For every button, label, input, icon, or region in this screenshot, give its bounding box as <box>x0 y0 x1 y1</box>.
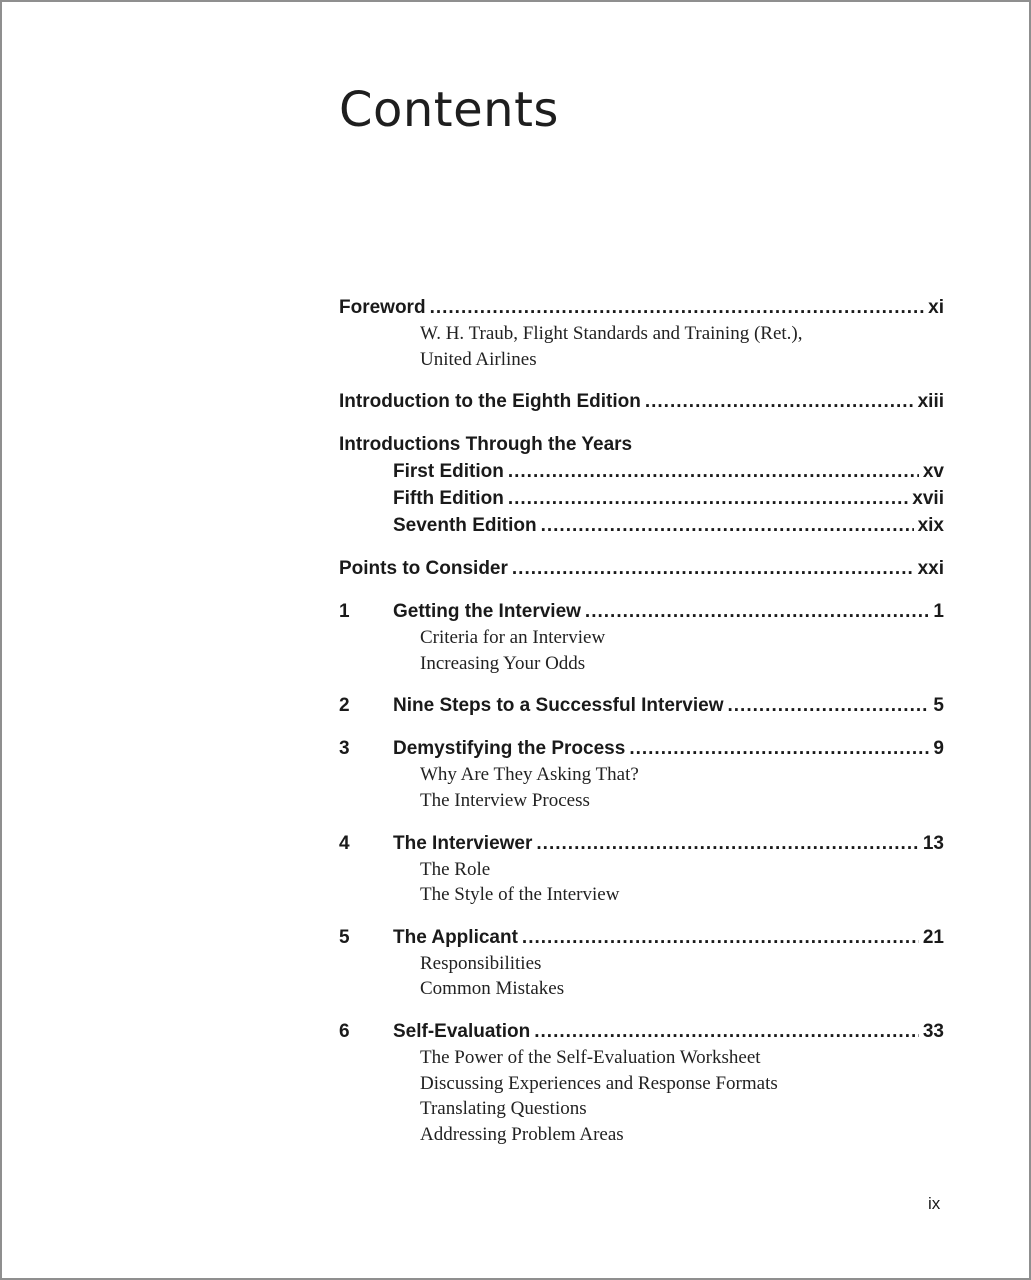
chapter-number: 4 <box>339 832 350 854</box>
toc-chapter-2 <box>339 692 944 719</box>
toc-chapter-5 <box>339 924 944 1002</box>
toc-topic: Common Mistakes <box>420 978 565 1000</box>
chapter-number: 2 <box>339 695 350 717</box>
toc-page-number: 1 <box>933 601 944 623</box>
toc-chapter-1 <box>339 598 944 676</box>
dot-leader <box>728 692 930 719</box>
toc-page-number: xi <box>928 297 944 318</box>
dot-leader <box>508 485 908 512</box>
toc-topic: United Airlines <box>420 348 537 370</box>
page-title: Contents <box>339 82 559 138</box>
toc-entry-label[interactable]: Seventh Edition <box>393 515 537 537</box>
chapter-title[interactable]: Self-Evaluation <box>393 1020 531 1042</box>
toc-chapter-6 <box>339 1018 944 1147</box>
toc-page-number: 5 <box>933 695 944 717</box>
chapter-number: 3 <box>339 738 350 760</box>
toc-page-number: xxi <box>917 558 944 580</box>
chapter-title[interactable]: Nine Steps to a Successful Interview <box>393 695 724 717</box>
toc-entry-introduction <box>339 388 944 415</box>
chapter-title[interactable]: The Applicant <box>393 926 518 948</box>
dot-leader <box>430 294 925 321</box>
chapter-title[interactable]: Getting the Interview <box>393 601 581 623</box>
chapter-number: 1 <box>339 601 350 623</box>
toc-entry-label[interactable]: Introductions Through the Years <box>339 434 633 456</box>
toc-chapter-4 <box>339 830 944 908</box>
page-number: ix <box>928 1194 941 1213</box>
toc-entry-introductions-years <box>339 431 944 539</box>
dot-leader <box>512 555 914 582</box>
toc-entry-label[interactable]: Points to Consider <box>339 558 508 580</box>
toc-topic: The Role <box>420 858 491 880</box>
toc-entry-label[interactable]: Introduction to the Eighth Edition <box>339 391 641 413</box>
toc-subentry <box>339 512 944 539</box>
dot-leader <box>534 1018 919 1045</box>
toc-topic: The Interview Process <box>420 789 590 811</box>
dot-leader <box>536 830 918 857</box>
toc-page-number: xvii <box>912 488 944 510</box>
chapter-title[interactable]: The Interviewer <box>393 832 533 854</box>
toc-entry-label[interactable]: Foreword <box>339 297 426 318</box>
toc-subentry <box>339 485 944 512</box>
toc-entry-points <box>339 555 944 582</box>
dot-leader <box>629 735 929 762</box>
dot-leader <box>508 458 919 485</box>
toc-topic: Criteria for an Interview <box>420 627 606 649</box>
chapter-number: 5 <box>339 926 350 948</box>
toc-topic: W. H. Traub, Flight Standards and Training (Ret.), <box>420 323 803 344</box>
chapter-number: 6 <box>339 1020 350 1042</box>
toc-page-number: 9 <box>933 738 944 760</box>
toc-topic: Addressing Problem Areas <box>420 1123 624 1145</box>
toc-entry-label[interactable]: Fifth Edition <box>393 488 504 510</box>
toc-page-number: 33 <box>922 1020 944 1042</box>
toc-topic: Why Are They Asking That? <box>420 764 639 786</box>
toc-topic: Responsibilities <box>420 952 542 974</box>
toc-page-number: 21 <box>922 926 944 948</box>
toc-subentry <box>339 458 944 485</box>
dot-leader <box>541 512 914 539</box>
dot-leader <box>585 598 930 625</box>
toc-entry-foreword <box>339 294 944 372</box>
table-of-contents <box>339 294 944 1163</box>
dot-leader <box>645 388 914 415</box>
toc-topic: The Style of the Interview <box>420 884 620 906</box>
toc-topic: Discussing Experiences and Response Formats <box>420 1072 778 1094</box>
toc-topic: Increasing Your Odds <box>420 652 586 674</box>
toc-page-number: 13 <box>922 832 944 854</box>
toc-chapter-3 <box>339 735 944 813</box>
toc-page-number: xix <box>917 515 944 537</box>
toc-page-number: xiii <box>917 391 944 413</box>
chapter-title[interactable]: Demystifying the Process <box>393 738 626 760</box>
toc-page-number: xv <box>922 461 944 483</box>
dot-leader <box>522 924 919 951</box>
toc-topic: Translating Questions <box>420 1098 587 1120</box>
toc-topic: The Power of the Self-Evaluation Worksheet <box>420 1046 761 1068</box>
toc-entry-label[interactable]: First Edition <box>393 461 504 483</box>
